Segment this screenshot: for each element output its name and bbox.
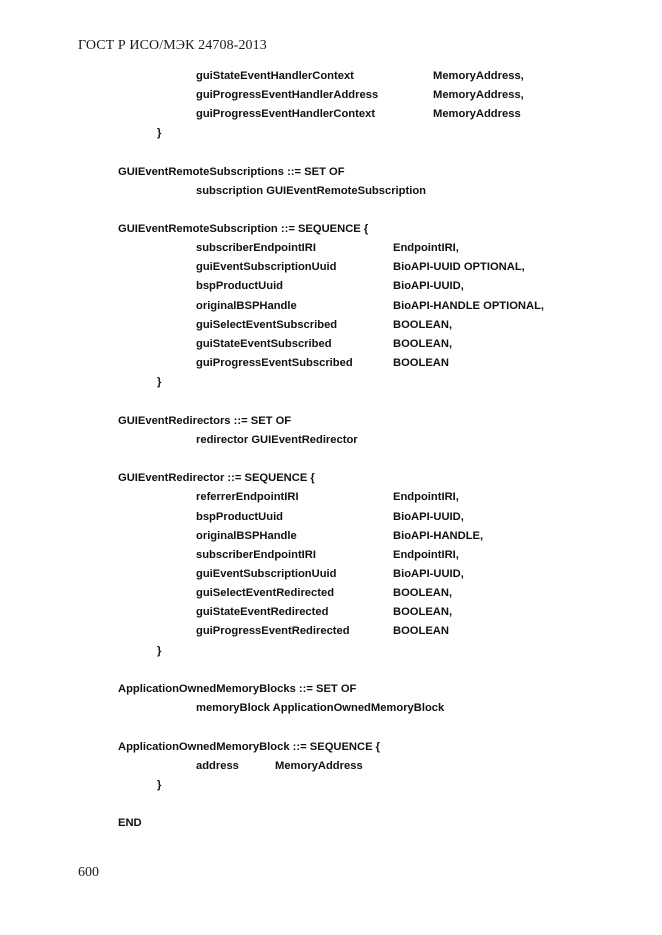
field-name: guiStateEventHandlerContext <box>196 70 354 82</box>
field-name: address <box>196 760 239 772</box>
field-name: originalBSPHandle <box>196 530 297 542</box>
field-type: EndpointIRI, <box>393 491 459 503</box>
field-type: BOOLEAN, <box>393 319 453 331</box>
field-type: EndpointIRI, <box>393 549 459 561</box>
field-name: guiStateEventSubscribed <box>196 338 332 350</box>
field-type: MemoryAddress <box>433 108 521 120</box>
field-type: BOOLEAN, <box>393 587 453 599</box>
type-definition: GUIEventRedirectors ::= SET OF <box>118 415 292 427</box>
field-type: BioAPI-UUID OPTIONAL, <box>393 261 525 273</box>
field-type: BioAPI-HANDLE, <box>393 530 484 542</box>
field-type: MemoryAddress, <box>433 89 524 101</box>
type-definition: GUIEventRedirector ::= SEQUENCE { <box>118 472 315 484</box>
field-type: BOOLEAN, <box>393 338 453 350</box>
closing-brace: } <box>157 127 162 139</box>
field-type: BOOLEAN, <box>393 606 453 618</box>
field-name: subscriberEndpointIRI <box>196 242 316 254</box>
set-element: memoryBlock ApplicationOwnedMemoryBlock <box>196 702 445 714</box>
field-type: BioAPI-UUID, <box>393 511 464 523</box>
field-type: MemoryAddress <box>275 760 363 772</box>
field-name: guiEventSubscriptionUuid <box>196 261 337 273</box>
field-name: guiProgressEventHandlerContext <box>196 108 376 120</box>
field-type: BioAPI-HANDLE OPTIONAL, <box>393 300 545 312</box>
closing-brace: } <box>157 645 162 657</box>
type-definition: GUIEventRemoteSubscriptions ::= SET OF <box>118 166 345 178</box>
field-name: guiStateEventRedirected <box>196 606 329 618</box>
closing-brace: } <box>157 376 162 388</box>
type-definition: GUIEventRemoteSubscription ::= SEQUENCE { <box>118 223 369 235</box>
set-element: subscription GUIEventRemoteSubscription <box>196 185 426 197</box>
field-type: MemoryAddress, <box>433 70 524 82</box>
field-name: subscriberEndpointIRI <box>196 549 316 561</box>
field-name: guiProgressEventRedirected <box>196 625 350 637</box>
field-type: BioAPI-UUID, <box>393 280 464 292</box>
field-type: BOOLEAN <box>393 625 449 637</box>
field-name: guiProgressEventSubscribed <box>196 357 353 369</box>
field-type: EndpointIRI, <box>393 242 459 254</box>
field-name: guiEventSubscriptionUuid <box>196 568 337 580</box>
page-number: 600 <box>78 865 99 880</box>
type-definition: ApplicationOwnedMemoryBlock ::= SEQUENCE { <box>118 741 381 753</box>
field-name: guiSelectEventRedirected <box>196 587 335 599</box>
set-element: redirector GUIEventRedirector <box>196 434 358 446</box>
field-name: guiSelectEventSubscribed <box>196 319 338 331</box>
field-name: guiProgressEventHandlerAddress <box>196 89 379 101</box>
end-keyword: END <box>118 817 142 829</box>
field-name: referrerEndpointIRI <box>196 491 299 503</box>
closing-brace: } <box>157 779 162 791</box>
field-type: BOOLEAN <box>393 357 449 369</box>
field-type: BioAPI-UUID, <box>393 568 464 580</box>
field-name: originalBSPHandle <box>196 300 297 312</box>
field-name: bspProductUuid <box>196 511 284 523</box>
type-definition: ApplicationOwnedMemoryBlocks ::= SET OF <box>118 683 357 695</box>
page-header: ГОСТ Р ИСО/МЭК 24708-2013 <box>78 38 267 53</box>
field-name: bspProductUuid <box>196 280 284 292</box>
